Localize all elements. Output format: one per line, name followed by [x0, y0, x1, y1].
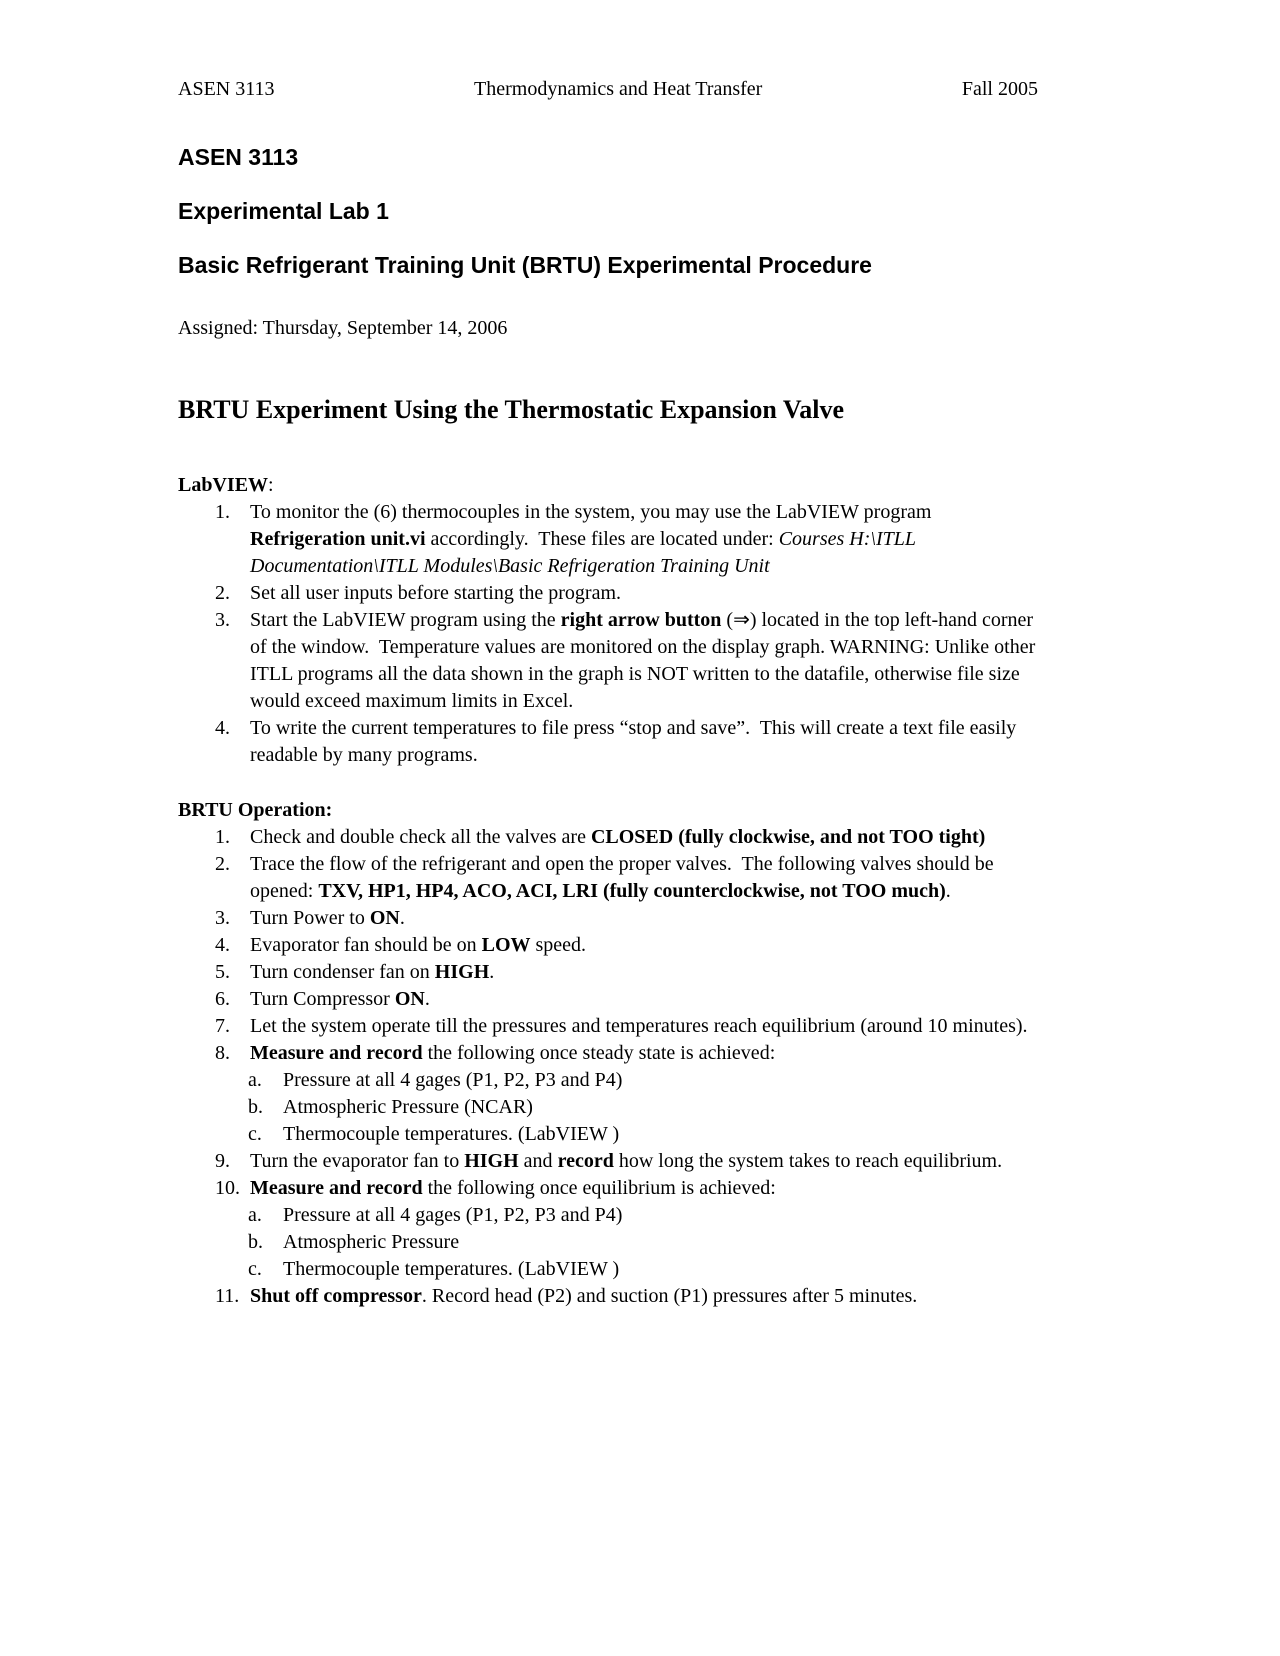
- list-item: [178, 851, 1050, 905]
- text-run: Let the system operate till the pressures and temperatures reach equilibrium (around 10 minutes).: [250, 1015, 1028, 1037]
- text-run: To monitor the (6) thermocouples in the system, you may use the LabVIEW program: [250, 501, 937, 523]
- list-item: [178, 1148, 1050, 1175]
- text-run: Pressure at all 4 gages (P1, P2, P3 and P4): [283, 1069, 623, 1091]
- text-run: LOW: [481, 934, 531, 956]
- sub-list-item-letter: b.: [248, 1231, 263, 1253]
- text-run: .: [399, 907, 405, 929]
- sub-list-item: [178, 1094, 1050, 1121]
- list-item-text: [250, 715, 1050, 769]
- list-item-number: 11.: [215, 1285, 240, 1307]
- page-header: [178, 76, 1038, 103]
- list-item-number: 4.: [215, 934, 230, 956]
- text-run: BRTU Operation:: [178, 799, 333, 821]
- sub-list-item-text: [283, 1094, 1050, 1121]
- list-item: [178, 715, 1050, 769]
- text-run: Courses H:\ITLL Documentation\ITLL Modules\Basic Refrigeration Training Unit: [250, 528, 921, 577]
- text-run: how long the system takes to reach equilibrium.: [613, 1150, 1003, 1172]
- text-run: Turn Compressor: [250, 988, 395, 1010]
- text-run: (⇒) located in the top left-hand corner of the window. Temperature values are monitored on the display graph. WARNING: Unlike other ITLL programs all the data shown in the graph is NOT written to the datafile, otherwise file size would exceed maximum limits in Excel.: [250, 609, 1041, 712]
- sub-list-item: [178, 1256, 1050, 1283]
- text-run: Evaporator fan should be on: [250, 934, 482, 956]
- list-item-text: [250, 1148, 1050, 1175]
- list-item: [178, 580, 1050, 607]
- list-item: [178, 1040, 1050, 1067]
- list-item-number: 2.: [215, 582, 230, 604]
- list-item: [178, 1013, 1050, 1040]
- list-item-text: [250, 1283, 1050, 1310]
- list-item: [178, 959, 1050, 986]
- list-item-text: [250, 607, 1050, 715]
- document-section: [178, 472, 1050, 769]
- list-item-text: [250, 1013, 1050, 1040]
- text-run: TXV, HP1, HP4, ACO, ACI, LRI (fully counterclockwise, not TOO much): [318, 880, 946, 902]
- sub-list-item-text: [283, 1202, 1050, 1229]
- sub-list-item-text: [283, 1121, 1050, 1148]
- text-run: CLOSED (fully clockwise, and not TOO tight): [590, 826, 986, 848]
- list-item-number: 3.: [215, 907, 230, 929]
- list-item: [178, 824, 1050, 851]
- list-item-number: 1.: [215, 501, 230, 523]
- text-run: record: [557, 1150, 614, 1172]
- text-run: . Record head (P2) and suction (P1) pressures after 5 minutes.: [421, 1285, 918, 1307]
- text-run: Pressure at all 4 gages (P1, P2, P3 and P4): [283, 1204, 623, 1226]
- sub-list-item: [178, 1202, 1050, 1229]
- text-run: Turn Power to: [250, 907, 370, 929]
- section-heading: [178, 797, 1050, 824]
- text-run: right arrow button: [560, 609, 722, 631]
- text-run: the following once equilibrium is achieved:: [422, 1177, 776, 1199]
- header-term: Fall 2005: [961, 78, 1038, 100]
- list-item: [178, 932, 1050, 959]
- list-item-text: [250, 905, 1050, 932]
- text-run: and: [518, 1150, 558, 1172]
- lab-title-heading: Experimental Lab 1: [178, 198, 389, 224]
- text-run: the following once steady state is achieved:: [422, 1042, 776, 1064]
- sub-list-item: [178, 1229, 1050, 1256]
- section-heading: [178, 472, 1050, 499]
- sub-list-item-letter: c.: [248, 1123, 262, 1145]
- text-run: .: [424, 988, 430, 1010]
- numbered-list: [178, 499, 1050, 769]
- text-run: Start the LabVIEW program using the: [250, 609, 561, 631]
- list-item-number: 1.: [215, 826, 230, 848]
- list-item-number: 9.: [215, 1150, 230, 1172]
- header-course-code: ASEN 3113: [178, 78, 275, 100]
- course-number-heading: ASEN 3113: [178, 144, 299, 170]
- sub-list-item-text: [283, 1229, 1050, 1256]
- text-run: accordingly. These files are located under:: [425, 528, 779, 550]
- text-run: Measure and record: [250, 1177, 423, 1199]
- text-run: Turn condenser fan on: [250, 961, 435, 983]
- text-run: LabVIEW: [178, 474, 269, 496]
- list-item-number: 3.: [215, 609, 230, 631]
- text-run: Shut off compressor: [250, 1285, 422, 1307]
- sub-list-item-text: [283, 1067, 1050, 1094]
- procedure-title-heading: Basic Refrigerant Training Unit (BRTU) Experimental Procedure: [178, 252, 872, 278]
- list-item: [178, 1175, 1050, 1202]
- list-item-text: [250, 580, 1050, 607]
- list-item-number: 7.: [215, 1015, 230, 1037]
- list-item-text: [250, 932, 1050, 959]
- sub-list-item-letter: b.: [248, 1096, 263, 1118]
- text-run: Check and double check all the valves are: [250, 826, 591, 848]
- list-item-text: [250, 959, 1050, 986]
- text-run: Thermocouple temperatures. (LabVIEW ): [283, 1258, 620, 1280]
- text-run: Measure and record: [250, 1042, 423, 1064]
- text-run: Trace the flow of the refrigerant and open the proper valves. The following valves should be opened:: [250, 853, 999, 902]
- list-item-text: [250, 851, 1050, 905]
- list-item-number: 8.: [215, 1042, 230, 1064]
- sub-list-item-letter: c.: [248, 1258, 262, 1280]
- text-run: Thermocouple temperatures. (LabVIEW ): [283, 1123, 620, 1145]
- text-run: Set all user inputs before starting the program.: [250, 582, 622, 604]
- sub-list-item-text: [283, 1256, 1050, 1283]
- document-section: [178, 797, 1050, 1310]
- list-item-text: [250, 986, 1050, 1013]
- list-item: [178, 986, 1050, 1013]
- text-run: ON: [394, 988, 425, 1010]
- text-run: Atmospheric Pressure: [283, 1231, 460, 1253]
- text-run: Atmospheric Pressure (NCAR): [283, 1096, 533, 1118]
- list-item: [178, 607, 1050, 715]
- text-run: Refrigeration unit.vi: [250, 528, 426, 550]
- list-item: [178, 1283, 1050, 1310]
- text-run: speed.: [530, 934, 587, 956]
- list-item: [178, 905, 1050, 932]
- sub-list-item-letter: a.: [248, 1204, 262, 1226]
- text-run: .: [489, 961, 495, 983]
- list-item-number: 2.: [215, 853, 230, 875]
- list-item-text: [250, 1040, 1050, 1067]
- list-item-number: 4.: [215, 717, 230, 739]
- text-run: HIGH: [434, 961, 490, 983]
- text-run: To write the current temperatures to file press “stop and save”. This will create a text file easily readable by many programs.: [250, 717, 1022, 766]
- list-item-number: 10.: [215, 1177, 240, 1199]
- list-item: [178, 499, 1050, 580]
- numbered-list: [178, 824, 1050, 1310]
- assigned-date: Assigned: Thursday, September 14, 2006: [178, 317, 508, 339]
- sections: [178, 472, 1050, 1310]
- list-item-number: 6.: [215, 988, 230, 1010]
- list-item-text: [250, 824, 1050, 851]
- header-course-title: Thermodynamics and Heat Transfer: [474, 78, 763, 100]
- text-run: Turn the evaporator fan to: [250, 1150, 465, 1172]
- text-run: HIGH: [464, 1150, 519, 1172]
- sub-list-item: [178, 1121, 1050, 1148]
- list-item-number: 5.: [215, 961, 230, 983]
- sub-list-item: [178, 1067, 1050, 1094]
- text-run: ON: [369, 907, 400, 929]
- text-run: .: [945, 880, 951, 902]
- list-item-text: [250, 1175, 1050, 1202]
- experiment-heading: BRTU Experiment Using the Thermostatic Expansion Valve: [178, 395, 844, 424]
- text-run: :: [268, 474, 274, 496]
- sub-list-item-letter: a.: [248, 1069, 262, 1091]
- list-item-text: [250, 499, 1050, 580]
